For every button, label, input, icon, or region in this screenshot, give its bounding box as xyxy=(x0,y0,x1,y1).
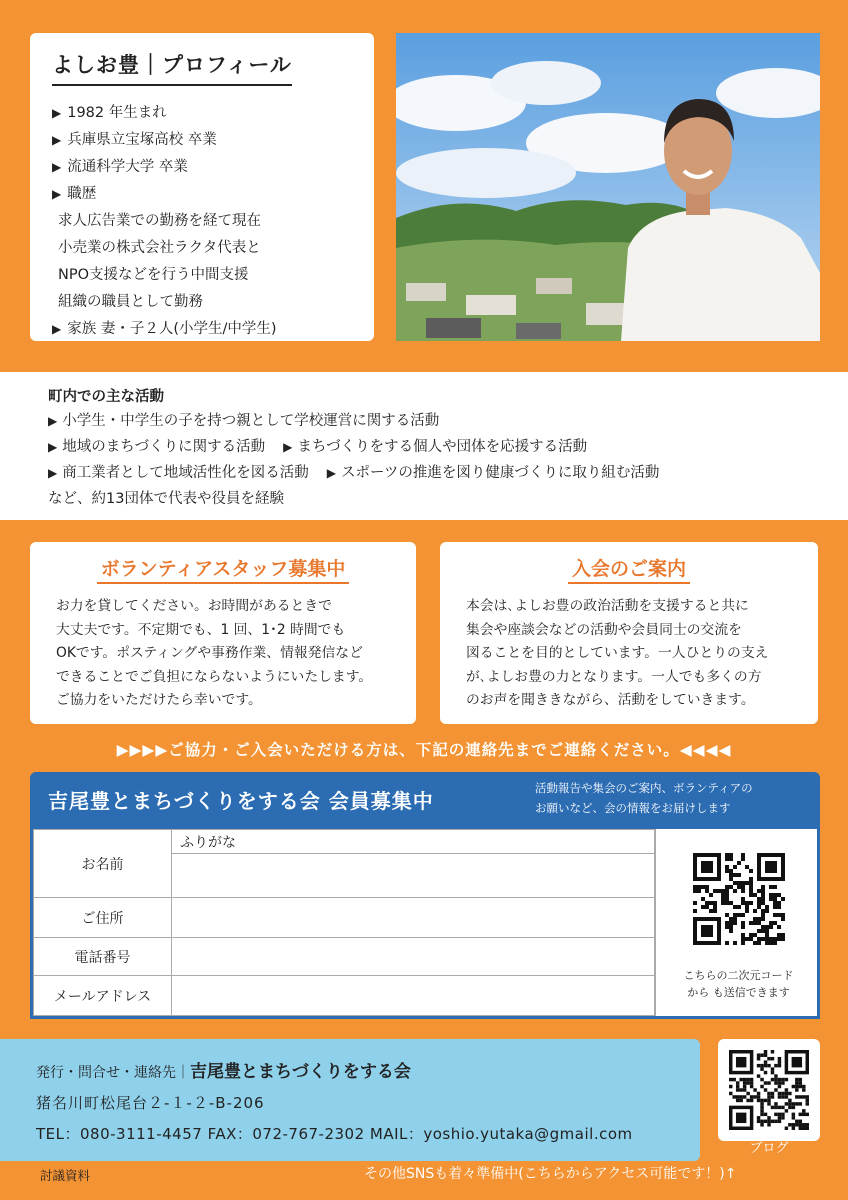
phone-label: 電話番号 xyxy=(34,938,172,976)
volunteer-card xyxy=(30,542,416,724)
contact-banner: ▶▶▶▶ご協力・ご入会いただける方は、下記の連絡先までご連絡ください。◀◀◀◀ xyxy=(116,741,732,759)
activity-row xyxy=(48,408,800,434)
blog-label: ブログ xyxy=(749,1141,789,1156)
activities-summary: など、約13団体で代表や役員を経験 xyxy=(48,491,284,507)
form-header xyxy=(30,772,820,829)
membership-text: 本会は､よしお豊の政治活動を支援すると共に 集会や座談会などの活動や会員同士の交流を 図ることを目的としています。一人ひとりの支え が､よしお豊の力となります。一人でも多くの方 のお声を聞ききながら、活動をしていきます。 xyxy=(466,598,769,708)
contact-text: TEL：080-3111-4457 FAX：072-767-2302 MAIL：yoshio.yutaka@gmail.com xyxy=(36,1125,633,1143)
qr-caption: こちらの二次元コード から も送信できます xyxy=(683,969,794,999)
form-qr-box xyxy=(655,829,820,1016)
sns-note: その他SNSも着々準備中(こちらからアクセス可能です！)↑ xyxy=(364,1166,737,1182)
membership-title: 入会のご案内 xyxy=(458,554,800,581)
volunteer-text: お力を貸してください。お時間があるときで 大丈夫です。不定期でも、1 回、1･2 時間でも OKです。ポスティングや事務作業、情報発信など できることでご負担にならないようにいたします。 ご協力をいただけたら幸いです。 xyxy=(56,598,373,708)
landscape-portrait-image xyxy=(396,33,820,341)
activity-item: まちづくりをする個人や団体を応援する活動 xyxy=(297,439,588,455)
career-line: 小売業の株式会社ラクタ代表と xyxy=(58,240,261,256)
form-title: 吉尾豊とまちづくりをする会 会員募集中 xyxy=(48,789,434,813)
activity-item: 地域のまちづくりに関する活動 xyxy=(62,439,266,455)
form-table xyxy=(33,829,655,1016)
triangle-bullet-icon: ▶ xyxy=(52,322,62,336)
address-label: ご住所 xyxy=(34,898,172,938)
triangle-bullet-icon: ▶ xyxy=(52,133,62,147)
activities-section xyxy=(0,372,848,520)
doc-label: 討議資料 xyxy=(40,1168,91,1183)
career-line: NPO支援などを行う中間支援 xyxy=(58,267,249,283)
email-field[interactable] xyxy=(172,976,655,1016)
triangle-bullet-icon: ▶ xyxy=(48,466,58,480)
activity-row xyxy=(48,434,800,460)
volunteer-title: ボランティアスタッフ募集中 xyxy=(48,554,398,581)
phone-field[interactable] xyxy=(172,938,655,976)
email-label: メールアドレス xyxy=(34,976,172,1016)
profile-list xyxy=(52,100,352,343)
triangle-bullet-icon: ▶ xyxy=(48,414,58,428)
profile-photo xyxy=(396,33,820,341)
form-note: 活動報告や集会のご案内、ボランティアの お願いなど、会の情報をお届けします xyxy=(535,781,753,815)
qr-code-icon[interactable] xyxy=(729,1050,809,1130)
triangle-bullet-icon: ▶ xyxy=(48,440,58,454)
profile-item: ▶ 家族 妻・子２人(小学生/中学生) xyxy=(52,321,277,337)
membership-card xyxy=(440,542,818,724)
profile-item: ▶ 流通科学大学 卒業 xyxy=(52,159,188,175)
activity-item: 商工業者として地域活性化を図る活動 xyxy=(62,465,309,481)
org-name: 吉尾豊とまちづくりをする会 xyxy=(190,1062,411,1082)
profile-card xyxy=(30,33,374,341)
activity-item: スポーツの推進を図り健康づくりに取り組む活動 xyxy=(340,465,660,481)
publisher-line: 発行・問合せ・連絡先｜吉尾豊とまちづくりをする会 xyxy=(36,1062,411,1082)
activity-row xyxy=(48,460,800,486)
address-field[interactable] xyxy=(172,898,655,938)
address-text: 猪名川町松尾台２-１-２-B-206 xyxy=(36,1094,265,1112)
triangle-bullet-icon: ▶ xyxy=(326,466,336,480)
profile-item: ▶ 職歴 xyxy=(52,186,97,202)
footer-contact xyxy=(0,1039,700,1161)
profile-item: ▶ 兵庫県立宝塚高校 卒業 xyxy=(52,132,217,148)
qr-code-icon[interactable] xyxy=(693,853,785,945)
career-line: 組織の職員として勤務 xyxy=(58,294,203,310)
career-line: 求人広告業での勤務を経て現在 xyxy=(58,213,261,229)
triangle-bullet-icon: ▶ xyxy=(52,187,62,201)
profile-title: よしお豊｜プロフィール xyxy=(52,49,292,86)
name-field[interactable] xyxy=(172,854,655,898)
blog-qr[interactable] xyxy=(718,1039,820,1141)
triangle-bullet-icon: ▶ xyxy=(52,106,62,120)
activity-item: 小学生・中学生の子を持つ親として学校運営に関する活動 xyxy=(62,413,440,429)
profile-item: ▶ 1982 年生まれ xyxy=(52,105,167,121)
membership-form xyxy=(30,829,820,1019)
triangle-bullet-icon: ▶ xyxy=(52,160,62,174)
triangle-bullet-icon: ▶ xyxy=(283,440,293,454)
activities-heading: 町内での主な活動 xyxy=(48,389,164,405)
name-label: お名前 xyxy=(34,830,172,898)
furigana-field[interactable]: ふりがな xyxy=(172,830,655,854)
